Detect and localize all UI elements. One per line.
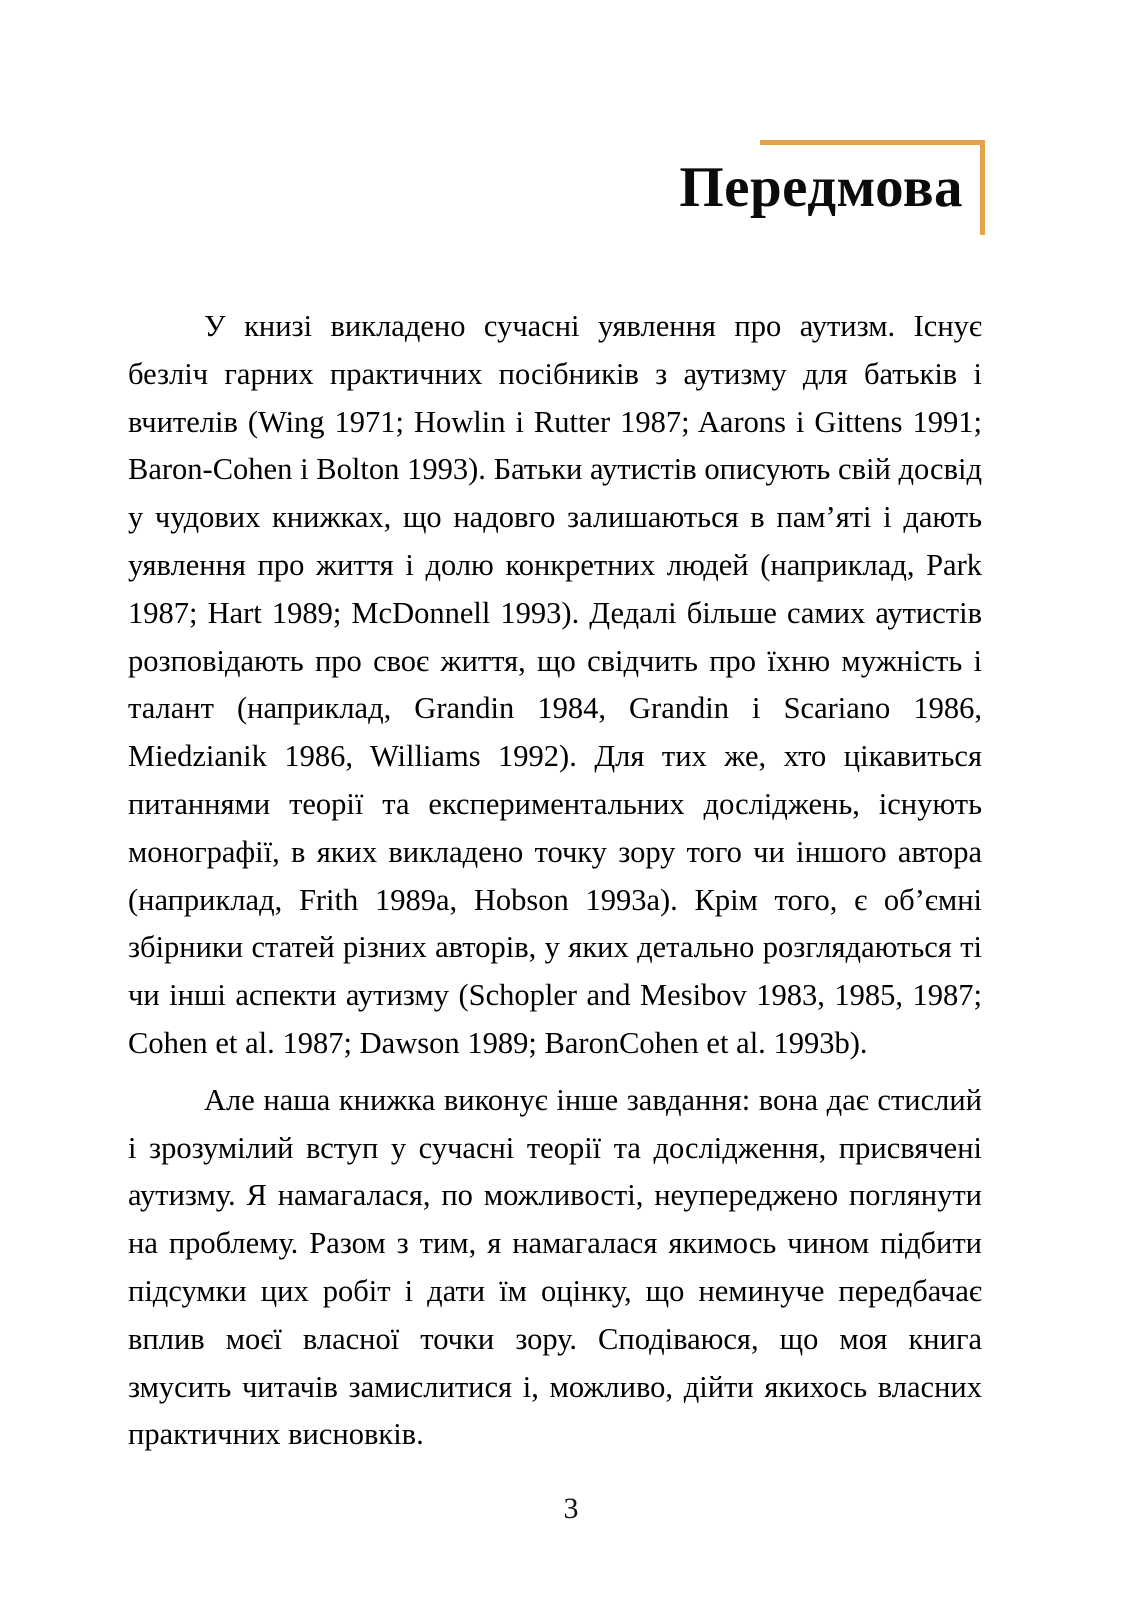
chapter-heading-block	[0, 140, 985, 250]
page-title: Передмова	[679, 156, 963, 219]
gold-rule-right-icon	[980, 140, 985, 235]
gold-rule-top-icon	[760, 140, 985, 145]
page-number: 3	[563, 1492, 579, 1525]
body-text-column	[128, 303, 982, 1459]
body-paragraph: У книзі викладено сучасні уявлення про аутизм. Існує безліч гарних практичних посібників з аутизму для батьків і вчителів (Wing 1971; Howlin і Rutter 1987; Aarons і Gittens 1991; Baron-Cohen і Bolton 1993). Батьки аутистів описують свій досвід у чудових книжках, що надовго залишаються в пам’яті і дають уявлення про життя і долю конкретних людей (наприклад, Park 1987; Hart 1989; McDonnell 1993). Дедалі більше самих аутистів розповідають про своє життя, що свідчить про їхню мужність і талант (наприклад, Grandin 1984, Grandin і Scariano 1986, Miedzianik 1986, Williams 1992). Для тих же, хто цікавиться питаннями теорії та експериментальних досліджень, існують монографії, в яких викладено точку зору того чи іншого автора (наприклад, Frith 1989a, Hobson 1993a). Крім того, є об’ємні збірники статей різних авторів, у яких детально розглядаються ті чи інші аспекти аутизму (Schopler and Mesibov 1983, 1985, 1987; Cohen et al. 1987; Dawson 1989; BaronCohen et al. 1993b).	[128, 309, 982, 1060]
body-paragraph: Але наша книжка виконує інше завдання: вона дає стислий і зрозумілий вступ у сучасні теорії та дослідження, присвячені аутизму. Я намагалася, по можливості, неупереджено поглянути на проблему. Разом з тим, я намагалася якимось чином підбити підсумки цих робіт і дати їм оцінку, що неминуче передбачає вплив моєї власної точки зору. Сподіваюся, що моя книга змусить читачів замислитися і, можливо, дійти якихось власних практичних висновків.	[128, 1082, 982, 1452]
